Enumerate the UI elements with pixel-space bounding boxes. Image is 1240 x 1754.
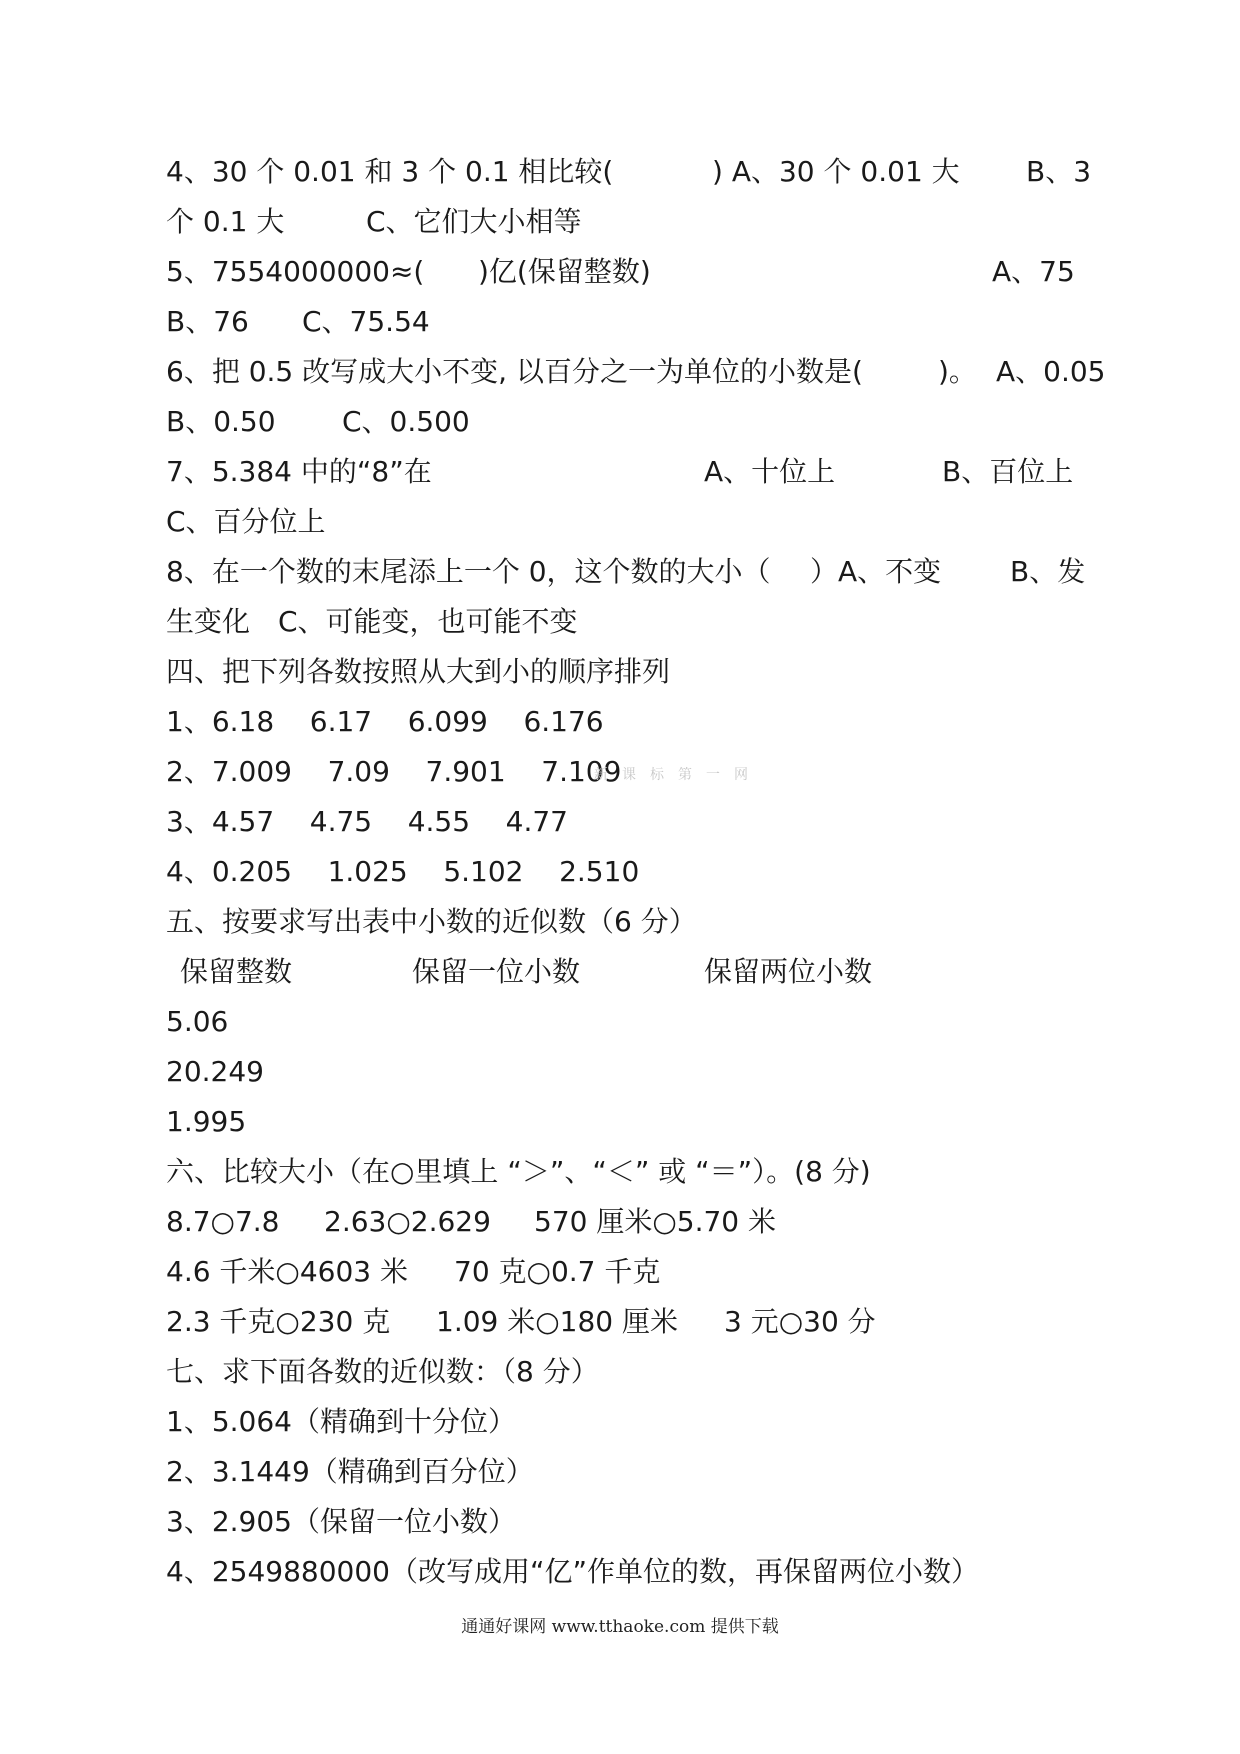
section5-header-integer: 保留整数 [180, 955, 293, 988]
q8-line1-stem: 8、在一个数的末尾添上一个 0，这个数的大小（ [166, 555, 771, 588]
section4-item-4: 4、0.205 1.025 5.102 2.510 [166, 855, 640, 888]
q5-line1-suffix: )亿(保留整数) [478, 255, 651, 288]
section7-item-3: 3、2.905（保留一位小数） [166, 1505, 516, 1538]
q5-option-c: C、75.54 [302, 305, 430, 338]
q4-line1-stem: 4、30 个 0.01 和 3 个 0.1 相比较( [166, 155, 614, 188]
section7-item-2: 2、3.1449（精确到百分位） [166, 1455, 534, 1488]
q5-option-a: A、75 [992, 255, 1075, 288]
footer-credit: 通通好课网 www.tthaoke.com 提供下载 [461, 1617, 779, 1637]
section4-item-2: 2、7.009 7.09 7.901 7.109 [166, 755, 622, 788]
q5-option-b: B、76 [166, 305, 249, 338]
q6-option-a: A、0.05 [996, 355, 1106, 388]
q6-line1-stem: 6、把 0.5 改写成大小不变, 以百分之一为单位的小数是( [166, 355, 863, 388]
q5-line1-stem: 5、7554000000≈( [166, 255, 425, 288]
q4-option-b-rest: 个 0.1 大 [166, 205, 285, 238]
section5-row-1: 5.06 [166, 1005, 229, 1038]
section6-r1-c2: 2.63○2.629 [324, 1205, 491, 1238]
section6-r1-c1: 8.7○7.8 [166, 1205, 280, 1238]
section5-title: 五、按要求写出表中小数的近似数（6 分） [166, 905, 697, 938]
section6-r3-c1: 2.3 千克○230 克 [166, 1305, 391, 1338]
q7-line1-stem: 7、5.384 中的“8”在 [166, 455, 432, 488]
section4-item-1: 1、6.18 6.17 6.099 6.176 [166, 705, 604, 738]
q8-option-c: C、可能变，也可能不变 [278, 605, 578, 638]
section5-header-one-decimal: 保留一位小数 [412, 955, 581, 988]
watermark-text: 新课标第一网 [594, 767, 762, 783]
q4-option-b-part: B、3 [1026, 155, 1092, 188]
section6-r3-c2: 1.09 米○180 厘米 [436, 1305, 679, 1338]
q6-option-b: B、0.50 [166, 405, 276, 438]
section5-row-2: 20.249 [166, 1055, 264, 1088]
section6-title: 六、比较大小（在○里填上 “＞”、“＜” 或 “＝”）。(8 分) [166, 1155, 871, 1188]
section7-item-4: 4、2549880000（改写成用“亿”作单位的数，再保留两位小数） [166, 1555, 979, 1588]
section5-row-3: 1.995 [166, 1105, 247, 1138]
section7-item-1: 1、5.064（精确到十分位） [166, 1405, 516, 1438]
section4-item-3: 3、4.57 4.75 4.55 4.77 [166, 805, 568, 838]
q4-option-a: ) A、30 个 0.01 大 [712, 155, 960, 188]
q7-option-a: A、十位上 [704, 455, 836, 488]
section6-r1-c3: 570 厘米○5.70 米 [534, 1205, 777, 1238]
q4-option-c: C、它们大小相等 [366, 205, 582, 238]
section7-title: 七、求下面各数的近似数：（8 分） [166, 1355, 599, 1388]
q6-line1-suffix: )。 [938, 355, 977, 388]
section4-title: 四、把下列各数按照从大到小的顺序排列 [166, 655, 671, 688]
section6-r3-c3: 3 元○30 分 [724, 1305, 876, 1338]
section6-r2-c1: 4.6 千米○4603 米 [166, 1255, 409, 1288]
q8-option-b-rest: 生变化 [166, 605, 251, 638]
q7-option-b: B、百位上 [942, 455, 1074, 488]
section6-r2-c2: 70 克○0.7 千克 [454, 1255, 661, 1288]
section5-header-two-decimal: 保留两位小数 [704, 955, 873, 988]
q7-option-c: C、百分位上 [166, 505, 326, 538]
q8-option-b-part: B、发 [1010, 555, 1086, 588]
q6-option-c: C、0.500 [342, 405, 470, 438]
q8-option-a: ）A、不变 [810, 555, 942, 588]
